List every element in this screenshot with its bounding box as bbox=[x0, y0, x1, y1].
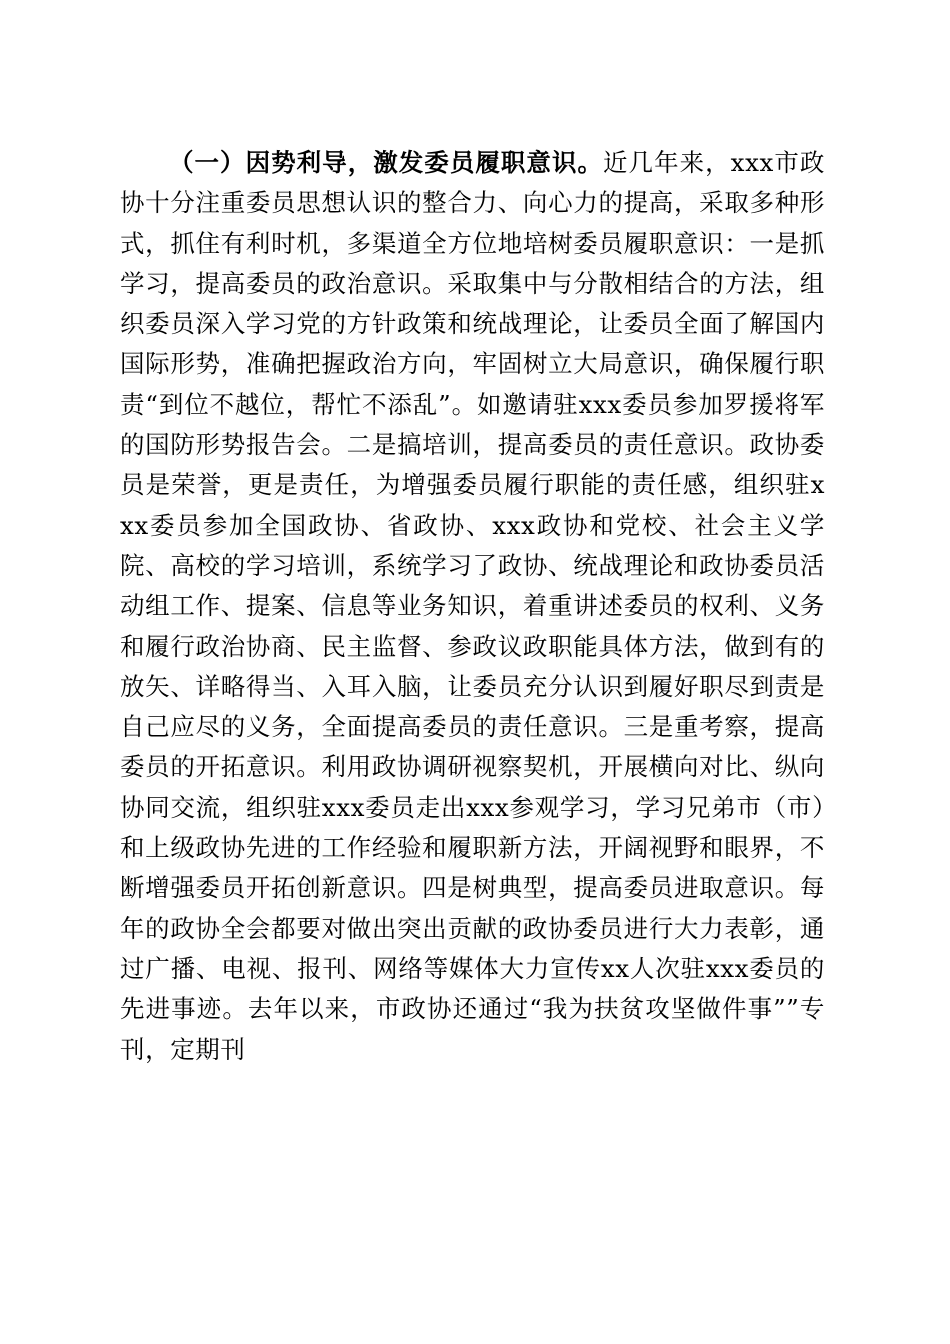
paragraph-text: 近几年来，xxx市政协十分注重委员思想认识的整合力、向心力的提高，采取多种形式，抓住有利时机，多渠道全方位地培树委员履职意识：一是抓学习，提高委员的政治意识。采取集中与分散相结合的方法，组织委员深入学习党的方针政策和统战理论，让委员全面了解国内国际形势，准确把握政治方向，牢固树立大局意识，确保履行职责“到位不越位，帮忙不添乱”。如邀请驻xxx委员参加罗援将军的国防形势报告会。二是搞培训，提高委员的责任意识。政协委员是荣誉，更是责任，为增强委员履行职能的责任感，组织驻xxx委员参加全国政协、省政协、xxx政协和党校、社会主义学院、高校的学习培训，系统学习了政协、统战理论和政协委员活动组工作、提案、信息等业务知识，着重讲述委员的权利、义务和履行政治协商、民主监督、参政议政职能具体方法，做到有的放矢、详略得当、入耳入脑，让委员充分认识到履好职尽到责是自己应尽的义务，全面提高委员的责任意识。三是重考察，提高委员的开拓意识。利用政协调研视察契机，开展横向对比、纵向协同交流，组织驻xxx委员走出xxx参观学习，学习兄弟市（市）和上级政协先进的工作经验和履职新方法，开阔视野和眼界，不断增强委员开拓创新意识。四是树典型，提高委员进取意识。每年的政协全会都要对做出突出贡献的政协委员进行大力表彰，通过广播、电视、报刊、网络等媒体大力宣传xx人次驻xxx委员的先进事迹。去年以来，市政协还通过“我为扶贫攻坚做件事””专刊，定期刊 bbox=[120, 148, 825, 1064]
section-heading: （一）因势利导，激发委员履职意识。 bbox=[169, 148, 604, 177]
body-paragraph bbox=[120, 143, 825, 1070]
